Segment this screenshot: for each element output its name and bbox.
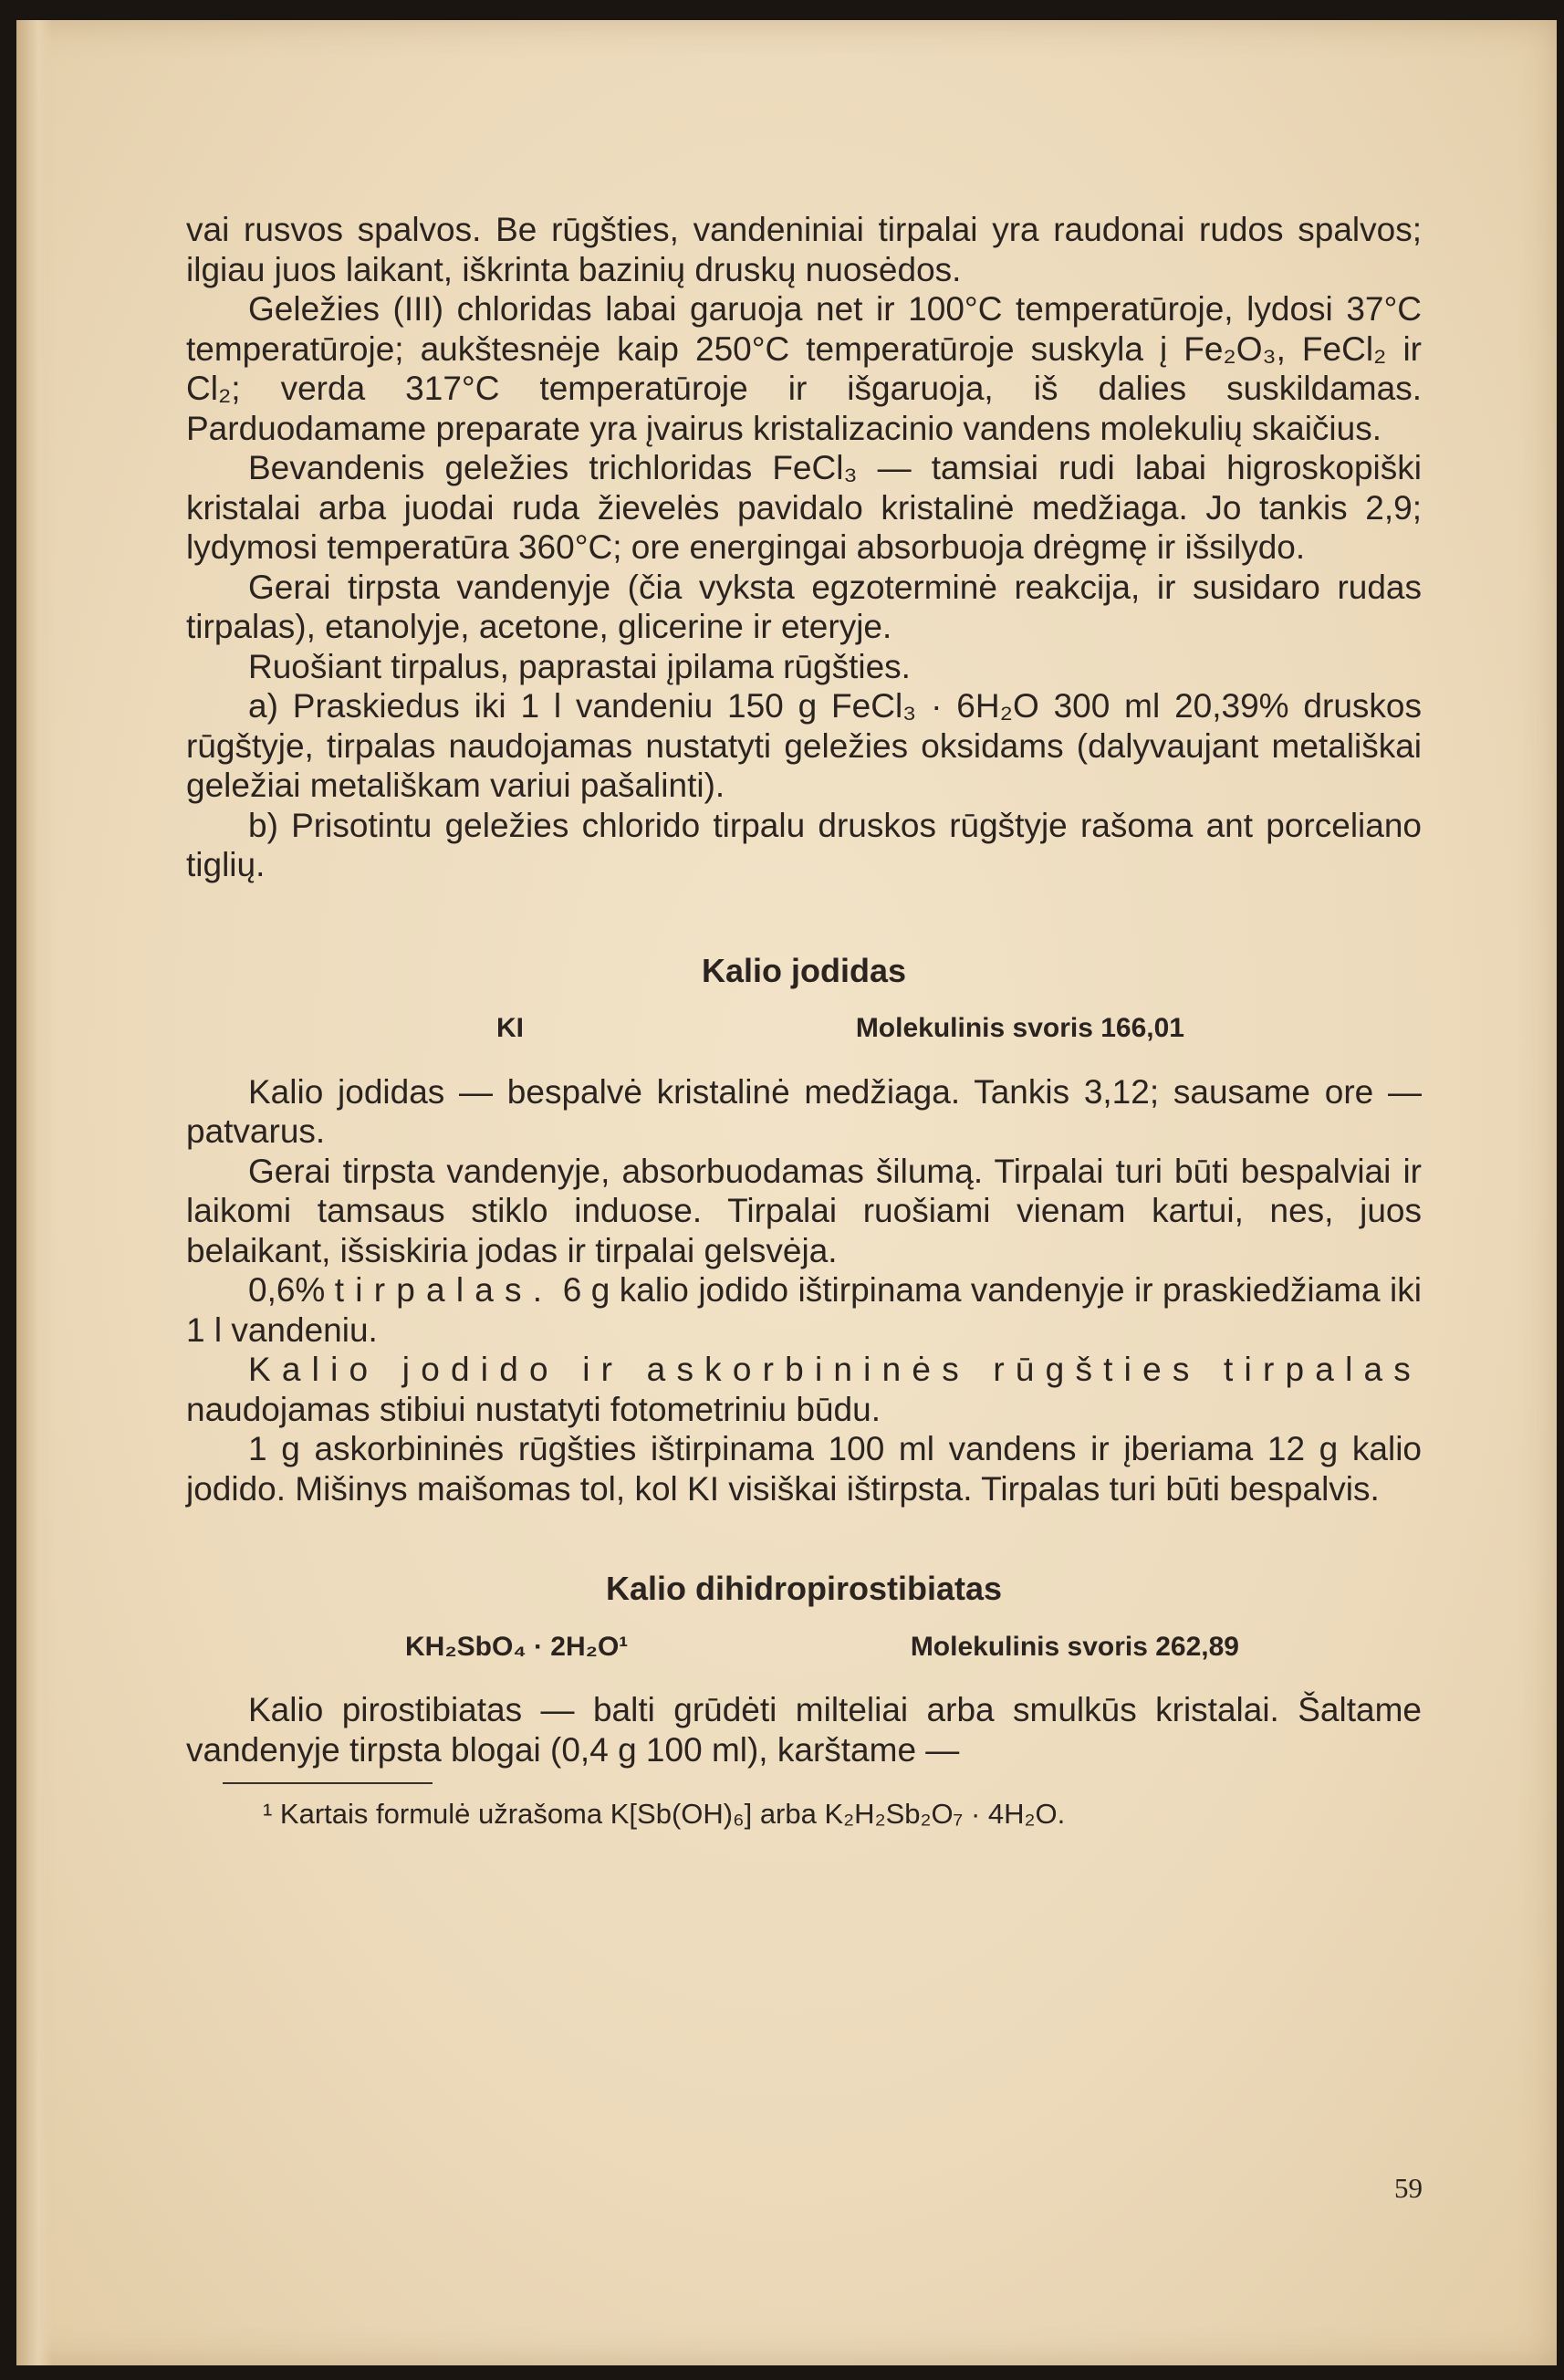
section-title-kalio-dihidropirostibiatas: Kalio dihidropirostibiatas (605, 1570, 1003, 1607)
page-number: 59 (1394, 2172, 1423, 2204)
ki-p4-rest: naudojamas stibiui nustatyti fotometriniu būdu. (186, 1390, 881, 1428)
molecular-weight-kh2sbo4: Molekulinis svoris 262,89 (910, 1631, 1239, 1662)
ki-paragraph-1: Kalio jodidas — bespalvė kristalinė medžiaga. Tankis 3,12; sausame ore — patvarus. (186, 1072, 1422, 1150)
paragraph-4: Ruošiant tirpalus, paprastai įpilama rūgšties. (248, 647, 911, 685)
formula-kh2sbo4: KH₂SbO₄ · 2H₂O¹ (405, 1631, 629, 1662)
paragraph-1: Geležies (III) chloridas labai garuoja net ir 100°C temperatūroje, lydosi 37°C temperatūroje; aukštesnėje kaip 250°C temperatūroje suskyla į Fe₂O₃, FeCl₂ ir Cl₂; verda 317°C temperatūroje ir išgaruoja, iš dalies suskildamas. Parduodamame preparate yra įvairus kristalizacinio vandens molekulių skaičius. (186, 290, 1422, 447)
ki-p3-spaced: tirpalas. (334, 1271, 554, 1309)
paragraph-3: Gerai tirpsta vandenyje (čia vyksta egzoterminė reakcija, ir susidaro rudas tirpalas), etanolyje, acetone, glicerine ir eteryje. (186, 568, 1422, 645)
ki-p3-rest: 6 g kalio jodido ištirpinama vandenyje ir praskiedžiama iki 1 l vandeniu. (186, 1271, 1422, 1349)
ki-p3-lead: 0,6% (248, 1271, 335, 1309)
formula-line-ki (186, 1008, 1422, 1049)
pirostibiatas-paragraph: Kalio pirostibiatas — balti grūdėti milteliai arba smulkūs kristalai. Šaltame vandenyje tirpsta blogai (0,4 g 100 ml), karštame — (186, 1691, 1422, 1769)
ki-paragraph-3 (186, 1270, 1422, 1350)
footnote: ¹ Kartais formulė užrašoma K[Sb(OH)₆] arba K₂H₂Sb₂O₇ · 4H₂O. (263, 1798, 1066, 1830)
section-title-kalio-jodidas: Kalio jodidas (701, 951, 907, 989)
molecular-weight-ki: Molekulinis svoris 166,01 (855, 1013, 1184, 1043)
ki-paragraph-4 (186, 1350, 1422, 1429)
paragraph-0: vai rusvos spalvos. Be rūgšties, vandeniniai tirpalai yra raudonai rudos spalvos; ilgiau juos laikant, iškrinta bazinių druskų nuosėdos. (186, 211, 1422, 288)
ki-paragraph-5: 1 g askorbininės rūgšties ištirpinama 100 ml vandens ir įberiama 12 g kalio jodido. Mišinys maišomas tol, kol KI visiškai ištirpsta. Tirpalas turi būti bespalvis. (186, 1430, 1422, 1508)
book-page (16, 20, 1557, 2365)
formula-line-kh2sbo4 (186, 1627, 1422, 1667)
paragraph-6: b) Prisotintu geležies chlorido tirpalu druskos rūgštyje rašoma ant porceliano tiglių. (186, 806, 1422, 883)
footnote-divider (223, 1782, 433, 1784)
text-column (186, 210, 1422, 1832)
paragraph-5: a) Praskiedus iki 1 l vandeniu 150 g FeCl₃ · 6H₂O 300 ml 20,39% druskos rūgštyje, tirpalas naudojamas nustatyti geležies oksidams (dalyvaujant metališkai geležiai metališkam variui pašalinti). (186, 687, 1422, 804)
page-spine-shadow (16, 20, 53, 2365)
ki-p4-spaced: Kalio jodido ir askorbininės rūgšties tirpalas (248, 1351, 1422, 1388)
formula-ki: KI (496, 1013, 524, 1043)
ki-paragraph-2: Gerai tirpsta vandenyje, absorbuodamas šilumą. Tirpalai turi būti bespalviai ir laikomi tamsaus stiklo induose. Tirpalai ruošiami vienam kartui, nes, juos belaikant, išsiskiria jodas ir tirpalai gelsvėja. (186, 1152, 1422, 1269)
paragraph-2: Bevandenis geležies trichloridas FeCl₃ — tamsiai rudi labai higroskopiški kristalai arba juodai ruda žievelės pavidalo kristalinė medžiaga. Jo tankis 2,9; lydymosi temperatūra 360°C; ore energingai absorbuoja drėgmę ir išsilydo. (186, 449, 1422, 566)
